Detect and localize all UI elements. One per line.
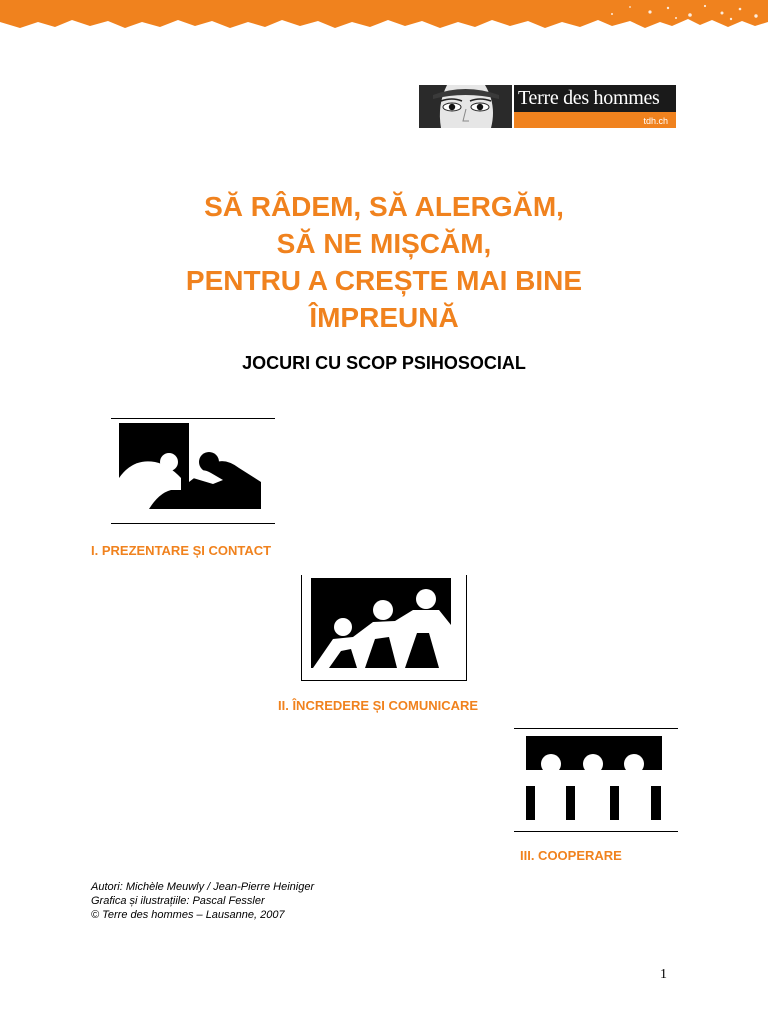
- three-people-holding-hands-icon: [301, 575, 467, 681]
- terre-des-hommes-logo: [419, 85, 676, 128]
- credits-copyright: © Terre des hommes – Lausanne, 2007: [91, 909, 285, 921]
- credits: [91, 880, 314, 922]
- section-2-illustration: [301, 575, 467, 686]
- three-people-cooperating-icon: [514, 728, 678, 832]
- section-2-label: II. ÎNCREDERE ȘI COMUNICARE: [278, 698, 479, 713]
- page-subtitle: JOCURI CU SCOP PSIHOSOCIAL: [242, 353, 526, 373]
- title-line: SĂ RÂDEM, SĂ ALERGĂM,: [204, 191, 564, 222]
- title-line: PENTRU A CREȘTE MAI BINE: [185, 265, 583, 296]
- top-orange-banner: [0, 0, 768, 34]
- section-3-illustration: [514, 728, 678, 837]
- section-1-illustration: [111, 418, 275, 529]
- logo-url: tdh.ch: [514, 112, 676, 128]
- title-line: ÎMPREUNĂ: [309, 302, 459, 333]
- page-number: 1: [660, 967, 667, 982]
- page-title: [84, 188, 684, 336]
- section-3-label: III. COOPERARE: [520, 848, 622, 863]
- section-1-label: I. PREZENTARE ȘI CONTACT: [91, 543, 272, 558]
- logo-name: Terre des hommes: [514, 85, 676, 112]
- face-photo-icon: [419, 85, 514, 128]
- title-line: SĂ NE MIȘCĂM,: [276, 228, 492, 259]
- two-people-greeting-icon: [111, 418, 275, 524]
- credits-graphics: Grafica și ilustrațiile: Pascal Fessler: [91, 895, 265, 907]
- credits-authors: Autori: Michèle Meuwly / Jean-Pierre Heiniger: [91, 881, 315, 893]
